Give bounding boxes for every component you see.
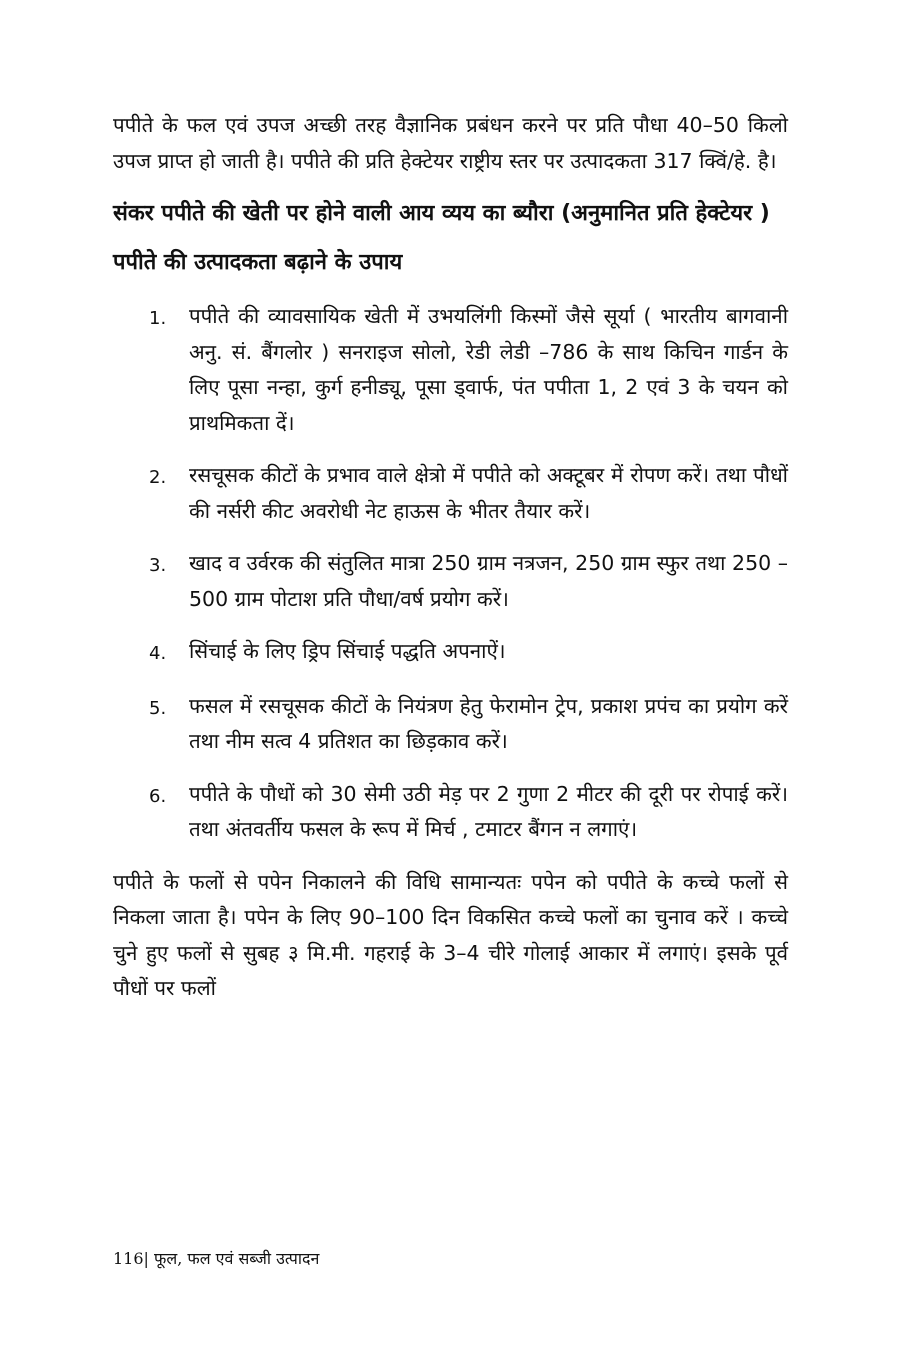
- list-item-text: फसल में रसचूसक कीटों के नियंत्रण हेतु फेरामोन ट्रेप, प्रकाश प्रपंच का प्रयोग करें तथा नीम सत्व 4 प्रतिशत का छिड़काव करें।: [189, 693, 788, 753]
- heading-productivity-measures: पपीते की उत्पादकता बढ़ाने के उपाय: [113, 250, 403, 275]
- papain-paragraph: पपीते के फलों से पपेन निकालने की विधि सामान्यतः पपेन को पपीते के कच्चे फलों से निकला जाता है। पपेन के लिए 90–100 दिन विकसित कच्चे फलों का चुनाव करें । कच्चे चुने हुए फलों से सुबह ३ मि.मी. गहराई के 3–4 चीरे गोलाई आकार में लगाएं। इसके पूर्व पौधों पर फलों: [113, 869, 788, 1000]
- list-item-number: 3.: [149, 555, 167, 576]
- measures-list: [113, 299, 788, 848]
- list-item: [113, 777, 788, 848]
- list-item-number: 2.: [149, 467, 167, 488]
- heading-income-expenditure: संकर पपीते की खेती पर होने वाली आय व्यय का ब्यौरा (अनुमानित प्रति हेक्टेयर ): [113, 201, 770, 226]
- list-item-text: पपीते के पौधों को 30 सेमी उठी मेड़ पर 2 गुणा 2 मीटर की दूरी पर रोपाई करें। तथा अंतवर्तीय फसल के रूप में मिर्च , टमाटर बैंगन न लगाएं।: [189, 781, 788, 841]
- list-item-text: खाद व उर्वरक की संतुलित मात्रा 250 ग्राम नत्रजन, 250 ग्राम स्फुर तथा 250 –500 ग्राम पोटाश प्रति पौधा/वर्ष प्रयोग करें।: [189, 551, 788, 611]
- list-item: [113, 458, 788, 529]
- list-item: [113, 634, 788, 672]
- list-item: [113, 546, 788, 617]
- list-item-text: पपीते की व्यावसायिक खेती में उभयलिंगी किस्मों जैसे सूर्या ( भारतीय बागवानी अनु. सं. बैंगलोर ) सनराइज सोलो, रेडी लेडी –786 के साथ किचिन गार्डन के लिए पूसा नन्हा, कुर्ग हनीड्यू, पूसा ड्वार्फ, पंत पपीता 1, 2 एवं 3 के चयन को प्राथमिकता दें।: [189, 304, 788, 435]
- list-item-number: 1.: [149, 308, 167, 329]
- page-content: [113, 108, 788, 1007]
- list-item: [113, 689, 788, 760]
- list-item: [113, 299, 788, 441]
- list-item-number: 5.: [149, 697, 167, 719]
- list-item-text: रसचूसक कीटों के प्रभाव वाले क्षेत्रो में पपीते को अक्टूबर में रोपण करें। तथा पौधों की नर्सरी कीट अवरोधी नेट हाऊस के भीतर तैयार करें।: [189, 463, 788, 523]
- list-item-number: 4.: [149, 643, 167, 664]
- list-item-text: सिंचाई के लिए ड्रिप सिंचाई पद्धति अपनाऐं।: [189, 639, 506, 663]
- list-item-number: 6.: [149, 785, 167, 807]
- page-footer: 116| फूल, फल एवं सब्जी उत्पादन: [113, 1249, 320, 1268]
- intro-paragraph: पपीते के फल एवं उपज अच्छी तरह वैज्ञानिक प्रबंधन करने पर प्रति पौधा 40–50 किलो उपज प्राप्त हो जाती है। पपीते की प्रति हेक्टेयर राष्ट्रीय स्तर पर उत्पादकता 317 क्विं/हे. है।: [113, 113, 788, 173]
